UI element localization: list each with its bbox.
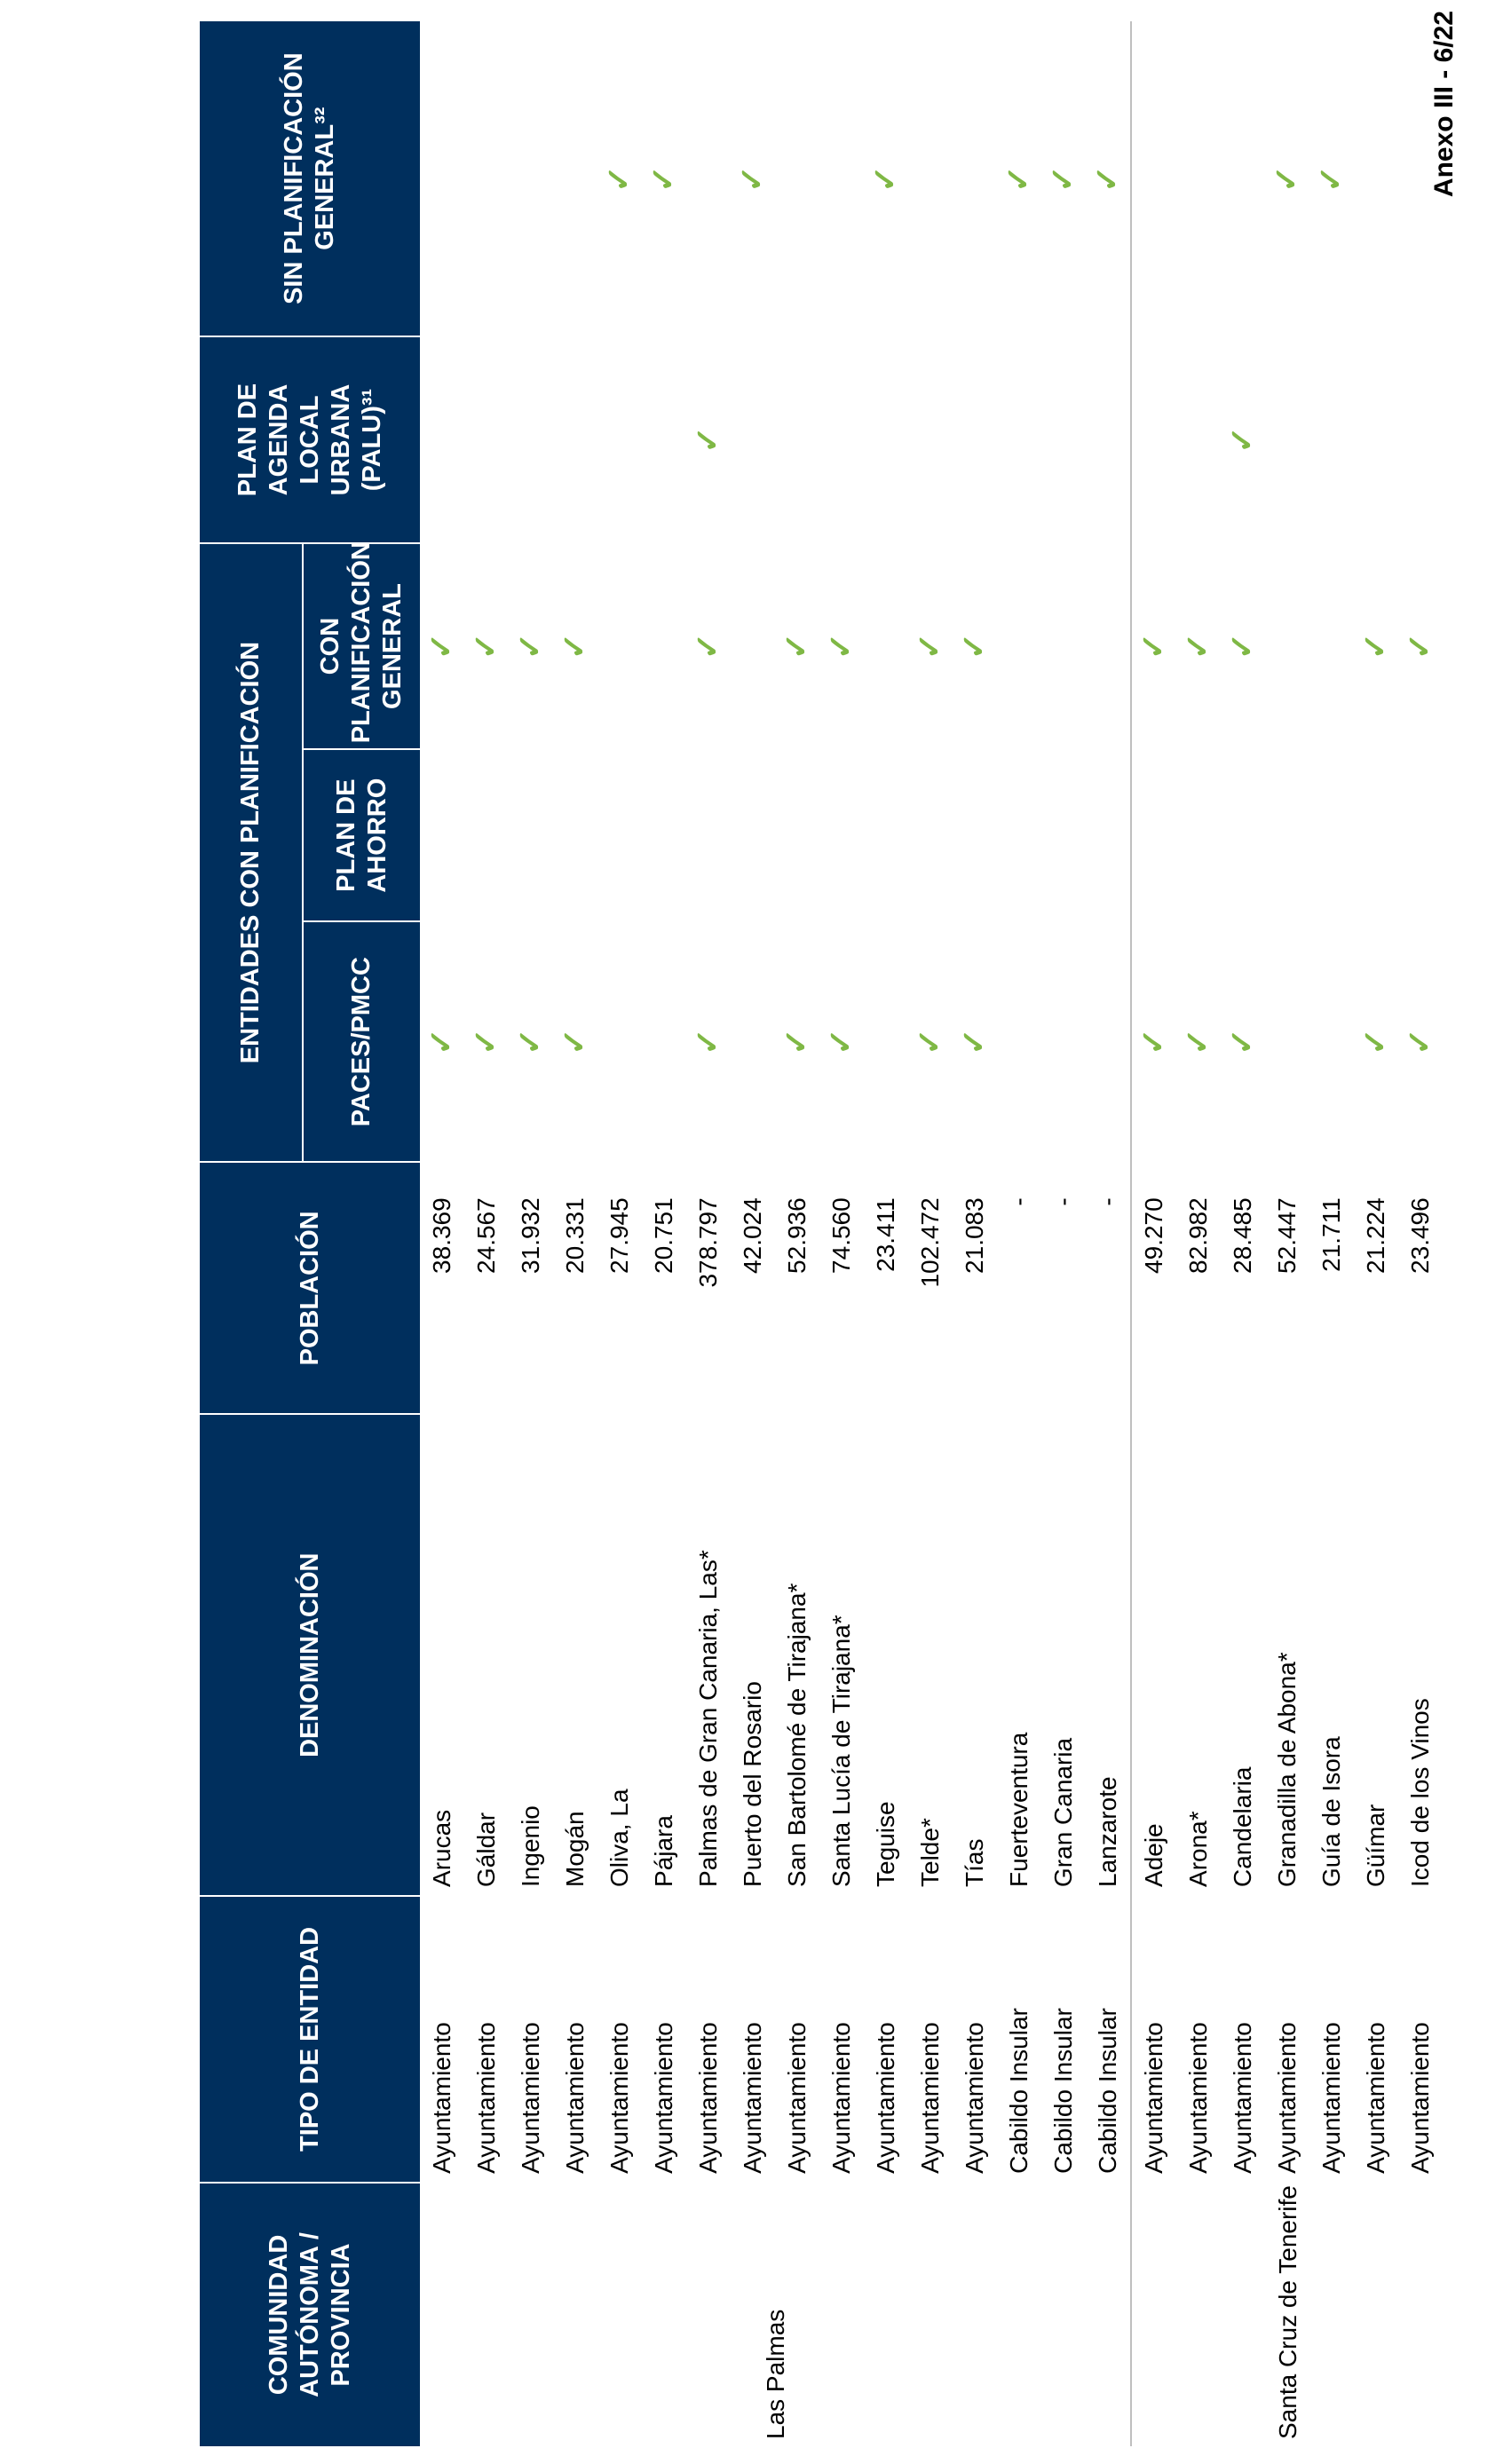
- table-body: [420, 21, 1443, 2446]
- paces-cell: [597, 921, 642, 1162]
- con-plan-cell: [819, 543, 864, 750]
- check-icon: ✓: [556, 1028, 592, 1055]
- table-row: [420, 21, 464, 2446]
- palu-cell: [1041, 336, 1086, 543]
- poblacion-cell: 49.270: [1131, 1162, 1176, 1414]
- paces-cell: [731, 921, 775, 1162]
- header-poblacion: POBLACIÓN: [200, 1162, 420, 1414]
- header-sin-plan: SIN PLANIFICACIÓN GENERAL³²: [200, 21, 420, 336]
- check-icon: ✓: [1223, 426, 1260, 454]
- sin-plan-cell: [953, 21, 997, 336]
- sin-plan-cell: [775, 21, 819, 336]
- tipo-cell: Ayuntamiento: [472, 2022, 500, 2174]
- poblacion-cell: 74.560: [827, 1197, 855, 1274]
- check-icon: ✓: [1401, 1028, 1437, 1055]
- check-icon: ✓: [1312, 165, 1349, 193]
- denominacion-cell: Güímar: [1362, 1804, 1389, 1887]
- paces-cell: [1221, 921, 1265, 1162]
- paces-cell: [953, 921, 997, 1162]
- sin-plan-cell: [997, 21, 1041, 336]
- tipo-cell: Ayuntamiento: [783, 2022, 811, 2174]
- poblacion-cell: -: [1094, 1197, 1121, 1206]
- tipo-cell: Ayuntamiento: [561, 2022, 589, 2174]
- check-icon: ✓: [778, 1028, 814, 1055]
- table-row: [1041, 21, 1086, 2446]
- table-row: [1221, 21, 1265, 2446]
- ahorro-cell: [642, 749, 686, 921]
- palu-cell: [775, 336, 819, 543]
- poblacion-cell: 21.711: [1317, 1197, 1345, 1272]
- check-icon: ✓: [866, 165, 903, 193]
- header-tipo: TIPO DE ENTIDAD: [200, 1896, 420, 2183]
- denominacion-cell: Lanzarote: [1094, 1776, 1121, 1887]
- tipo-cell: Ayuntamiento: [1317, 2022, 1345, 2174]
- province-cell: Las Palmas: [761, 2309, 789, 2439]
- palu-cell: [1221, 336, 1265, 543]
- header-denominacion: DENOMINACIÓN: [200, 1414, 420, 1896]
- palu-cell: [1309, 336, 1354, 543]
- tipo-cell: Cabildo Insular: [1049, 2008, 1077, 2174]
- poblacion-cell: 42.024: [739, 1197, 766, 1274]
- palu-cell: [597, 336, 642, 543]
- paces-cell: [420, 921, 464, 1162]
- check-icon: ✓: [511, 632, 548, 660]
- check-icon: ✓: [822, 632, 858, 660]
- paces-cell: [1398, 921, 1443, 1162]
- poblacion-cell: 38.369: [428, 1197, 455, 1274]
- denominacion-cell: Pájara: [650, 1815, 677, 1887]
- denominacion-cell: Teguise: [872, 1801, 899, 1887]
- sin-plan-cell: [1086, 21, 1131, 336]
- sin-plan-cell: [420, 21, 464, 336]
- table-row: [509, 21, 553, 2446]
- ahorro-cell: [420, 749, 464, 921]
- paces-cell: [1265, 921, 1309, 1162]
- paces-cell: [1309, 921, 1354, 1162]
- table-row: [1265, 21, 1309, 2446]
- palu-cell: [464, 336, 509, 543]
- tipo-cell: Ayuntamiento: [1362, 2022, 1389, 2174]
- check-icon: ✓: [556, 632, 592, 660]
- paces-cell: [1041, 921, 1086, 1162]
- poblacion-cell: -: [1005, 1197, 1032, 1206]
- paces-cell: [1176, 921, 1221, 1162]
- con-plan-cell: [642, 543, 686, 750]
- tipo-cell: Ayuntamiento: [650, 2022, 677, 2174]
- tipo-cell: Ayuntamiento: [872, 2022, 899, 2174]
- ahorro-cell: [1221, 749, 1265, 921]
- denominacion-cell: Adeje: [1131, 1414, 1176, 1896]
- poblacion-cell: 21.083: [961, 1197, 988, 1274]
- table-row: [819, 21, 864, 2446]
- check-icon: ✓: [1268, 165, 1304, 193]
- sin-plan-cell: [1265, 21, 1309, 336]
- tipo-cell: Ayuntamiento: [605, 2022, 633, 2174]
- check-icon: ✓: [1357, 1028, 1393, 1055]
- table-row: [1131, 21, 1176, 2446]
- palu-cell: [642, 336, 686, 543]
- poblacion-cell: -: [1049, 1197, 1077, 1206]
- ahorro-cell: [953, 749, 997, 921]
- annex-label: Anexo III - 6/22: [1429, 11, 1459, 198]
- ahorro-cell: [1398, 749, 1443, 921]
- ahorro-cell: [464, 749, 509, 921]
- check-icon: ✓: [1135, 1028, 1171, 1055]
- poblacion-cell: 23.496: [1406, 1197, 1434, 1274]
- sin-plan-cell: [1398, 21, 1443, 336]
- denominacion-cell: Icod de los Vinos: [1406, 1698, 1434, 1887]
- ahorro-cell: [509, 749, 553, 921]
- check-icon: ✓: [955, 1028, 992, 1055]
- palu-cell: [864, 336, 908, 543]
- palu-cell: [1086, 336, 1131, 543]
- tipo-cell: Ayuntamiento: [517, 2022, 544, 2174]
- header-comunidad: COMUNIDAD AUTÓNOMA / PROVINCIA: [200, 2183, 420, 2446]
- header-paces: PACES/PMCC: [303, 921, 420, 1162]
- con-plan-cell: [953, 543, 997, 750]
- con-plan-cell: [686, 543, 731, 750]
- check-icon: ✓: [689, 426, 725, 454]
- table-row: [553, 21, 597, 2446]
- tipo-cell: Cabildo Insular: [1094, 2008, 1121, 2174]
- denominacion-cell: Granadilla de Abona*: [1273, 1652, 1301, 1887]
- denominacion-cell: Guía de Isora: [1317, 1736, 1345, 1887]
- ahorro-cell: [1309, 749, 1354, 921]
- paces-cell: [642, 921, 686, 1162]
- check-icon: ✓: [689, 1028, 725, 1055]
- poblacion-cell: 21.224: [1362, 1197, 1389, 1274]
- table-row: [597, 21, 642, 2446]
- denominacion-cell: Oliva, La: [605, 1789, 633, 1887]
- con-plan-cell: [1086, 543, 1131, 750]
- check-icon: ✓: [1088, 165, 1125, 193]
- paces-cell: [997, 921, 1041, 1162]
- ahorro-cell: [1041, 749, 1086, 921]
- poblacion-cell: 82.982: [1184, 1197, 1212, 1274]
- check-icon: ✓: [1223, 1028, 1260, 1055]
- sin-plan-cell: [908, 21, 953, 336]
- paces-cell: [464, 921, 509, 1162]
- con-plan-cell: [1265, 543, 1309, 750]
- con-plan-cell: [1221, 543, 1265, 750]
- province-cell: Santa Cruz de Tenerife: [1131, 2183, 1443, 2446]
- paces-cell: [819, 921, 864, 1162]
- paces-cell: [509, 921, 553, 1162]
- tipo-cell: Ayuntamiento: [694, 2022, 722, 2174]
- ahorro-cell: [864, 749, 908, 921]
- denominacion-cell: Palmas de Gran Canaria, Las*: [694, 1550, 722, 1887]
- table-row: [1086, 21, 1131, 2446]
- table-row: [908, 21, 953, 2446]
- sin-plan-cell: [509, 21, 553, 336]
- sin-plan-cell: [1309, 21, 1354, 336]
- con-plan-cell: [1176, 543, 1221, 750]
- table-row: [464, 21, 509, 2446]
- check-icon: ✓: [1179, 632, 1215, 660]
- con-plan-cell: [1309, 543, 1354, 750]
- denominacion-cell: Telde*: [916, 1818, 944, 1887]
- con-plan-cell: [1041, 543, 1086, 750]
- poblacion-cell: 28.485: [1229, 1197, 1256, 1274]
- check-icon: ✓: [1179, 1028, 1215, 1055]
- table-row: [731, 21, 775, 2446]
- header-ahorro: PLAN DE AHORRO: [303, 749, 420, 921]
- sin-plan-cell: [686, 21, 731, 336]
- ahorro-cell: [819, 749, 864, 921]
- tipo-cell: Cabildo Insular: [1005, 2008, 1032, 2174]
- paces-cell: [1086, 921, 1131, 1162]
- sin-plan-cell: [642, 21, 686, 336]
- check-icon: ✓: [1000, 165, 1036, 193]
- tipo-cell: Ayuntamiento: [1184, 2022, 1212, 2174]
- check-icon: ✓: [911, 1028, 947, 1055]
- check-icon: ✓: [1401, 632, 1437, 660]
- con-plan-cell: [1398, 543, 1443, 750]
- check-icon: ✓: [1357, 632, 1393, 660]
- table-row: [775, 21, 819, 2446]
- palu-cell: [1131, 336, 1176, 543]
- palu-cell: [1265, 336, 1309, 543]
- check-icon: ✓: [1223, 632, 1260, 660]
- palu-cell: [420, 336, 464, 543]
- ahorro-cell: [908, 749, 953, 921]
- poblacion-cell: 20.331: [561, 1197, 589, 1274]
- ahorro-cell: [686, 749, 731, 921]
- check-icon: ✓: [689, 632, 725, 660]
- planning-table: [200, 21, 1443, 2446]
- denominacion-cell: Gran Canaria: [1049, 1737, 1077, 1887]
- paces-cell: [775, 921, 819, 1162]
- palu-cell: [553, 336, 597, 543]
- table-row: [1398, 21, 1443, 2446]
- con-plan-cell: [1131, 543, 1176, 750]
- check-icon: ✓: [423, 1028, 459, 1055]
- sin-plan-cell: [1176, 21, 1221, 336]
- sin-plan-cell: [1221, 21, 1265, 336]
- ahorro-cell: [1176, 749, 1221, 921]
- con-plan-cell: [1354, 543, 1398, 750]
- header-row-top: [200, 21, 303, 2446]
- palu-cell: [997, 336, 1041, 543]
- poblacion-cell: 31.932: [517, 1197, 544, 1274]
- tipo-cell: Ayuntamiento: [961, 2022, 988, 2174]
- tipo-cell: Ayuntamiento: [428, 2022, 455, 2174]
- table-row: [997, 21, 1041, 2446]
- ahorro-cell: [597, 749, 642, 921]
- table-row: [1309, 21, 1354, 2446]
- table-row: [642, 21, 686, 2446]
- tipo-cell: Ayuntamiento: [916, 2022, 944, 2174]
- poblacion-cell: 52.447: [1273, 1197, 1301, 1274]
- table-row: [1354, 21, 1398, 2446]
- con-plan-cell: [775, 543, 819, 750]
- poblacion-cell: 27.945: [605, 1197, 633, 1274]
- paces-cell: [686, 921, 731, 1162]
- denominacion-cell: Tías: [961, 1838, 988, 1887]
- paces-cell: [553, 921, 597, 1162]
- check-icon: ✓: [778, 632, 814, 660]
- tipo-cell: Ayuntamiento: [1229, 2022, 1256, 2174]
- table-row: [1176, 21, 1221, 2446]
- poblacion-cell: 20.751: [650, 1197, 677, 1274]
- check-icon: ✓: [911, 632, 947, 660]
- palu-cell: [509, 336, 553, 543]
- tipo-cell: Ayuntamiento: [1273, 2022, 1301, 2174]
- check-icon: ✓: [511, 1028, 548, 1055]
- paces-cell: [908, 921, 953, 1162]
- con-plan-cell: [509, 543, 553, 750]
- denominacion-cell: Arona*: [1184, 1811, 1212, 1887]
- ahorro-cell: [775, 749, 819, 921]
- palu-cell: [1354, 336, 1398, 543]
- denominacion-cell: Arucas: [428, 1809, 455, 1887]
- con-plan-cell: [597, 543, 642, 750]
- check-icon: ✓: [733, 165, 770, 193]
- con-plan-cell: [420, 543, 464, 750]
- sin-plan-cell: [731, 21, 775, 336]
- sin-plan-cell: [597, 21, 642, 336]
- ahorro-cell: [997, 749, 1041, 921]
- con-plan-cell: [553, 543, 597, 750]
- paces-cell: [864, 921, 908, 1162]
- check-icon: ✓: [1044, 165, 1080, 193]
- palu-cell: [908, 336, 953, 543]
- sin-plan-cell: [1131, 21, 1176, 336]
- table-row: [953, 21, 997, 2446]
- palu-cell: [731, 336, 775, 543]
- header-entidades: ENTIDADES CON PLANIFICACIÓN: [200, 543, 303, 1163]
- palu-cell: [1398, 336, 1443, 543]
- palu-cell: [953, 336, 997, 543]
- check-icon: ✓: [645, 165, 681, 193]
- poblacion-cell: 24.567: [472, 1197, 500, 1274]
- check-icon: ✓: [955, 632, 992, 660]
- denominacion-cell: Gáldar: [472, 1812, 500, 1887]
- check-icon: ✓: [600, 165, 637, 193]
- con-plan-cell: [464, 543, 509, 750]
- header-palu: PLAN DE AGENDA LOCAL URBANA (PALU)³¹: [200, 336, 420, 543]
- sin-plan-cell: [464, 21, 509, 336]
- table-row: [864, 21, 908, 2446]
- denominacion-cell: Ingenio: [517, 1805, 544, 1887]
- ahorro-cell: [553, 749, 597, 921]
- palu-cell: [1176, 336, 1221, 543]
- con-plan-cell: [731, 543, 775, 750]
- denominacion-cell: San Bartolomé de Tirajana*: [783, 1583, 811, 1887]
- denominacion-cell: Fuerteventura: [1005, 1732, 1032, 1887]
- tipo-cell: Ayuntamiento: [827, 2022, 855, 2174]
- tipo-cell: Ayuntamiento: [739, 2022, 766, 2174]
- sin-plan-cell: [1041, 21, 1086, 336]
- check-icon: ✓: [467, 632, 503, 660]
- poblacion-cell: 52.936: [783, 1197, 811, 1274]
- denominacion-cell: Mogán: [561, 1811, 589, 1887]
- poblacion-cell: 23.411: [872, 1197, 899, 1272]
- ahorro-cell: [1265, 749, 1309, 921]
- tipo-cell: Ayuntamiento: [1131, 1896, 1176, 2183]
- con-plan-cell: [997, 543, 1041, 750]
- denominacion-cell: Santa Lucía de Tirajana*: [827, 1615, 855, 1887]
- ahorro-cell: [1354, 749, 1398, 921]
- palu-cell: [819, 336, 864, 543]
- con-plan-cell: [908, 543, 953, 750]
- ahorro-cell: [1131, 749, 1176, 921]
- header-con-plan: CON PLANIFICACIÓN GENERAL: [303, 543, 420, 750]
- paces-cell: [1354, 921, 1398, 1162]
- check-icon: ✓: [1135, 632, 1171, 660]
- con-plan-cell: [864, 543, 908, 750]
- poblacion-cell: 378.797: [694, 1197, 722, 1288]
- poblacion-cell: 102.472: [916, 1197, 944, 1288]
- ahorro-cell: [731, 749, 775, 921]
- sin-plan-cell: [553, 21, 597, 336]
- paces-cell: [1131, 921, 1176, 1162]
- tipo-cell: Ayuntamiento: [1406, 2022, 1434, 2174]
- table-row: [686, 21, 731, 2446]
- palu-cell: [686, 336, 731, 543]
- check-icon: ✓: [467, 1028, 503, 1055]
- check-icon: ✓: [423, 632, 459, 660]
- sin-plan-cell: [864, 21, 908, 336]
- sin-plan-cell: [1354, 21, 1398, 336]
- denominacion-cell: Candelaria: [1229, 1766, 1256, 1887]
- check-icon: ✓: [822, 1028, 858, 1055]
- sin-plan-cell: [819, 21, 864, 336]
- ahorro-cell: [1086, 749, 1131, 921]
- denominacion-cell: Puerto del Rosario: [739, 1681, 766, 1887]
